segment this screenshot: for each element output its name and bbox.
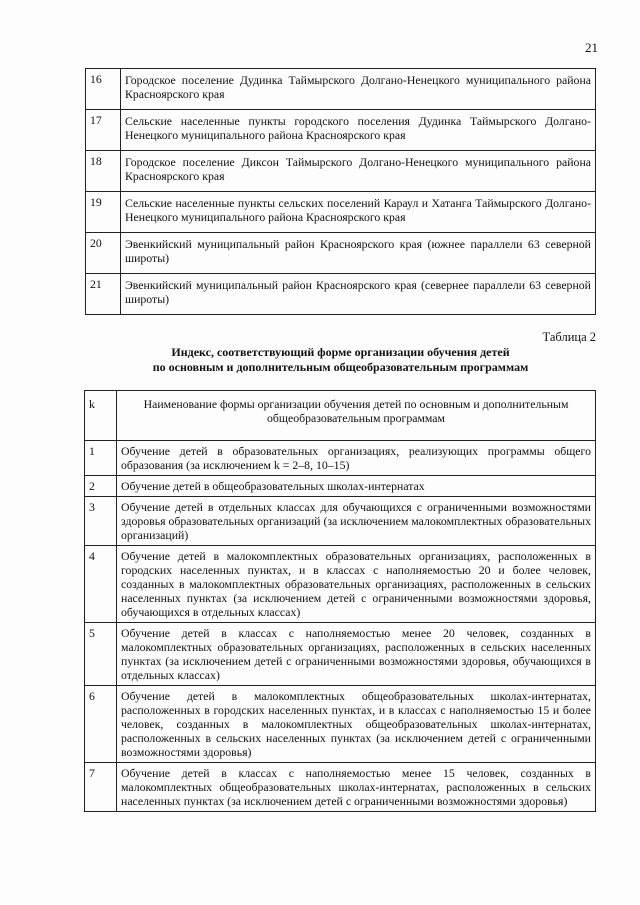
row-text: Обучение детей в образовательных организациях, реализующих программы общего образования (за исключением k = 2–8, 10–15) — [117, 441, 596, 476]
table-row — [86, 151, 596, 192]
table-row — [86, 233, 596, 274]
table-row — [85, 546, 596, 623]
row-text: Обучение детей в отдельных классах для обучающихся с ограниченными возможностями здоровья образовательных организаций (за исключением малокомплектных образовательных организаций) — [117, 497, 596, 546]
row-number: 19 — [86, 192, 121, 233]
row-number: 3 — [85, 497, 117, 546]
table-row — [85, 441, 596, 476]
row-number: 17 — [86, 110, 121, 151]
row-number: 5 — [85, 623, 117, 686]
row-text: Городское поселение Дудинка Таймырского Долгано-Ненецкого муниципального района Красноярского края — [121, 69, 596, 110]
row-number: 18 — [86, 151, 121, 192]
header-k: k — [85, 391, 117, 441]
row-number: 7 — [85, 763, 117, 812]
table-caption: Таблица 2 — [542, 330, 596, 344]
row-text: Обучение детей в малокомплектных образовательных организациях, расположенных в городских населенных пунктах, и в классах с наполняемостью 20 и более человек, созданных в малокомплектных образовательных организациях, расположенных в сельских населенных пунктах (за исключением детей с ограниченными возможностями здоровья, обучающихся в отдельных классах) — [117, 546, 596, 623]
table-row — [86, 274, 596, 315]
row-text: Городское поселение Диксон Таймырского Долгано-Ненецкого муниципального района Красноярского края — [121, 151, 596, 192]
row-text: Обучение детей в классах с наполняемостью менее 20 человек, созданных в малокомплектных образовательных организациях, расположенных в сельских населенных пунктах (за исключением детей с ограниченными возможностями здоровья, обучающихся в отдельных классах) — [117, 623, 596, 686]
table-header-row — [85, 391, 596, 441]
row-text: Сельские населенные пункты сельских поселений Караул и Хатанга Таймырского Долгано-Ненецкого муниципального района Красноярского края — [121, 192, 596, 233]
row-number: 21 — [86, 274, 121, 315]
row-text: Обучение детей в общеобразовательных школах-интернатах — [117, 476, 596, 497]
table-title-line: по основным и дополнительным общеобразовательным программам — [152, 360, 529, 374]
table-title — [85, 345, 596, 375]
table-row — [86, 110, 596, 151]
row-number: 16 — [86, 69, 121, 110]
row-number: 20 — [86, 233, 121, 274]
row-number: 6 — [85, 686, 117, 763]
education-form-table — [84, 390, 596, 812]
page-number: 21 — [585, 40, 598, 55]
table-row — [85, 686, 596, 763]
table-row — [86, 69, 596, 110]
row-number: 2 — [85, 476, 117, 497]
row-text: Обучение детей в классах с наполняемостью менее 15 человек, созданных в малокомплектных общеобразовательных школах-интернатах, расположенных в сельских населенных пунктах (за исключением детей с ограниченными возможностями здоровья) — [117, 763, 596, 812]
header-name: Наименование формы организации обучения детей по основным и дополнительным общеобразовательным программам — [117, 391, 596, 441]
territory-table — [85, 68, 596, 315]
table-row — [85, 476, 596, 497]
table-row — [85, 763, 596, 812]
row-text: Эвенкийский муниципальный район Красноярского края (южнее параллели 63 северной широты) — [121, 233, 596, 274]
row-text: Сельские населенные пункты городского поселения Дудинка Таймырского Долгано-Ненецкого муниципального района Красноярского края — [121, 110, 596, 151]
table-row — [85, 623, 596, 686]
table-row — [86, 192, 596, 233]
row-text: Эвенкийский муниципальный район Красноярского края (севернее параллели 63 северной широты) — [121, 274, 596, 315]
row-number: 4 — [85, 546, 117, 623]
row-text: Обучение детей в малокомплектных общеобразовательных школах-интернатах, расположенных в городских населенных пунктах, и в классах с наполняемостью 15 и более человек, созданных в малокомплектных общеобразовательных школах-интернатах, расположенных в сельских населенных пунктах (за исключением детей с ограниченными возможностями здоровья) — [117, 686, 596, 763]
row-number: 1 — [85, 441, 117, 476]
table-row — [85, 497, 596, 546]
table-title-line: Индекс, соответствующий форме организации обучения детей — [171, 345, 510, 359]
